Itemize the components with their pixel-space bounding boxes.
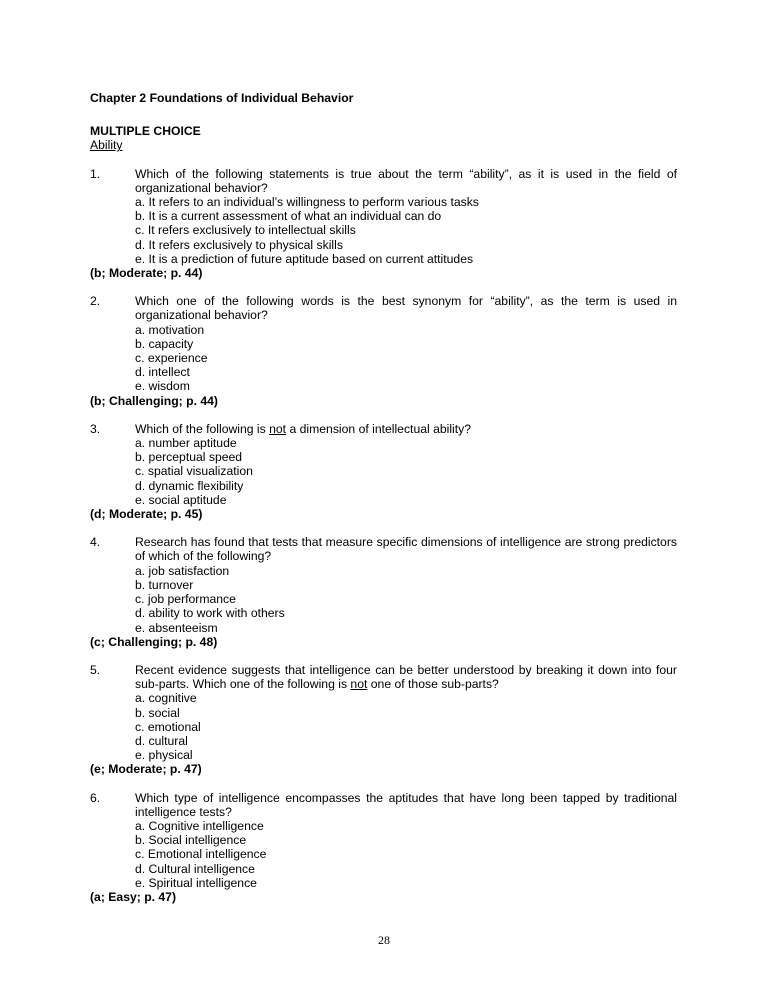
answer-options [135,564,677,635]
option-e: e. It is a prediction of future aptitude based on current attitudes [135,251,474,266]
question-2 [90,294,677,408]
multiple-choice-heading: MULTIPLE CHOICE [90,124,201,139]
option-b: b. turnover [135,577,194,592]
question-text: Which of the following statements is true about the term “ability”, as it is used in the field of organizational behavior? [135,166,677,195]
section-heading: Ability [90,138,123,153]
emphasis-not: not [269,421,287,436]
answer-key: (b; Challenging; p. 44) [90,393,218,408]
option-d: d. ability to work with others [135,606,285,621]
option-a: a. number aptitude [135,436,237,451]
question-text: Which type of intelligence encompasses the aptitudes that have long been tapped by traditional intelligence tests? [135,790,677,819]
option-d: d. Cultural intelligence [135,861,255,876]
answer-key: (d; Moderate; p. 45) [90,507,203,522]
option-a: a. motivation [135,322,205,337]
option-e: e. social aptitude [135,492,227,507]
option-d: d. intellect [135,365,190,380]
option-a: a. Cognitive intelligence [135,818,264,833]
page-number: 28 [378,933,390,947]
answer-key: (c; Challenging; p. 48) [90,634,218,649]
question-6 [90,791,677,905]
question-number: 3. [90,421,101,436]
chapter-title: Chapter 2 Foundations of Individual Behavior [90,91,354,105]
option-c: c. emotional [135,719,201,734]
option-b: b. Social intelligence [135,833,247,848]
question-number: 6. [90,790,101,805]
answer-key: (a; Easy; p. 47) [90,889,177,904]
answer-options [135,323,677,394]
option-c: c. It refers exclusively to intellectual skills [135,223,356,238]
page-content [90,91,677,904]
option-c: c. spatial visualization [135,464,253,479]
answer-key: (b; Moderate; p. 44) [90,266,203,281]
option-a: a. cognitive [135,691,197,706]
question-5 [90,663,677,777]
question-3 [90,422,677,521]
question-4 [90,535,677,649]
question-text: Which of the following is not a dimension of intellectual ability? [135,421,472,436]
question-1 [90,167,677,281]
question-number: 4. [90,535,101,550]
option-c: c. job performance [135,592,236,607]
option-d: d. cultural [135,733,188,748]
option-d: d. It refers exclusively to physical skills [135,237,343,252]
question-number: 1. [90,166,101,181]
question-text: Research has found that tests that measure specific dimensions of intelligence are strong predictors of which of the following? [135,535,677,564]
option-b: b. It is a current assessment of what an individual can do [135,209,442,224]
option-e: e. wisdom [135,379,190,394]
option-d: d. dynamic flexibility [135,478,244,493]
option-e: e. Spiritual intelligence [135,875,257,890]
option-b: b. social [135,705,180,720]
answer-options [135,691,677,762]
answer-options [135,436,677,507]
option-b: b. capacity [135,336,194,351]
option-a: a. job satisfaction [135,563,230,578]
question-text: Recent evidence suggests that intelligence can be better understood by breaking it down into four sub-parts. Which one of the following is not one of those sub-parts? [135,662,677,692]
question-number: 2. [90,294,101,309]
option-a: a. It refers to an individual’s willingness to perform various tasks [135,195,479,210]
question-text: Which one of the following words is the best synonym for “ability”, as the term is used in organizational behavior? [135,294,677,323]
answer-options [135,819,677,890]
option-b: b. perceptual speed [135,450,243,465]
option-c: c. Emotional intelligence [135,847,267,862]
emphasis-not: not [350,677,368,692]
question-number: 5. [90,662,101,677]
answer-key: (e; Moderate; p. 47) [90,762,202,777]
option-e: e. physical [135,748,193,763]
option-c: c. experience [135,351,208,366]
option-e: e. absenteeism [135,620,218,635]
answer-options [135,195,677,266]
